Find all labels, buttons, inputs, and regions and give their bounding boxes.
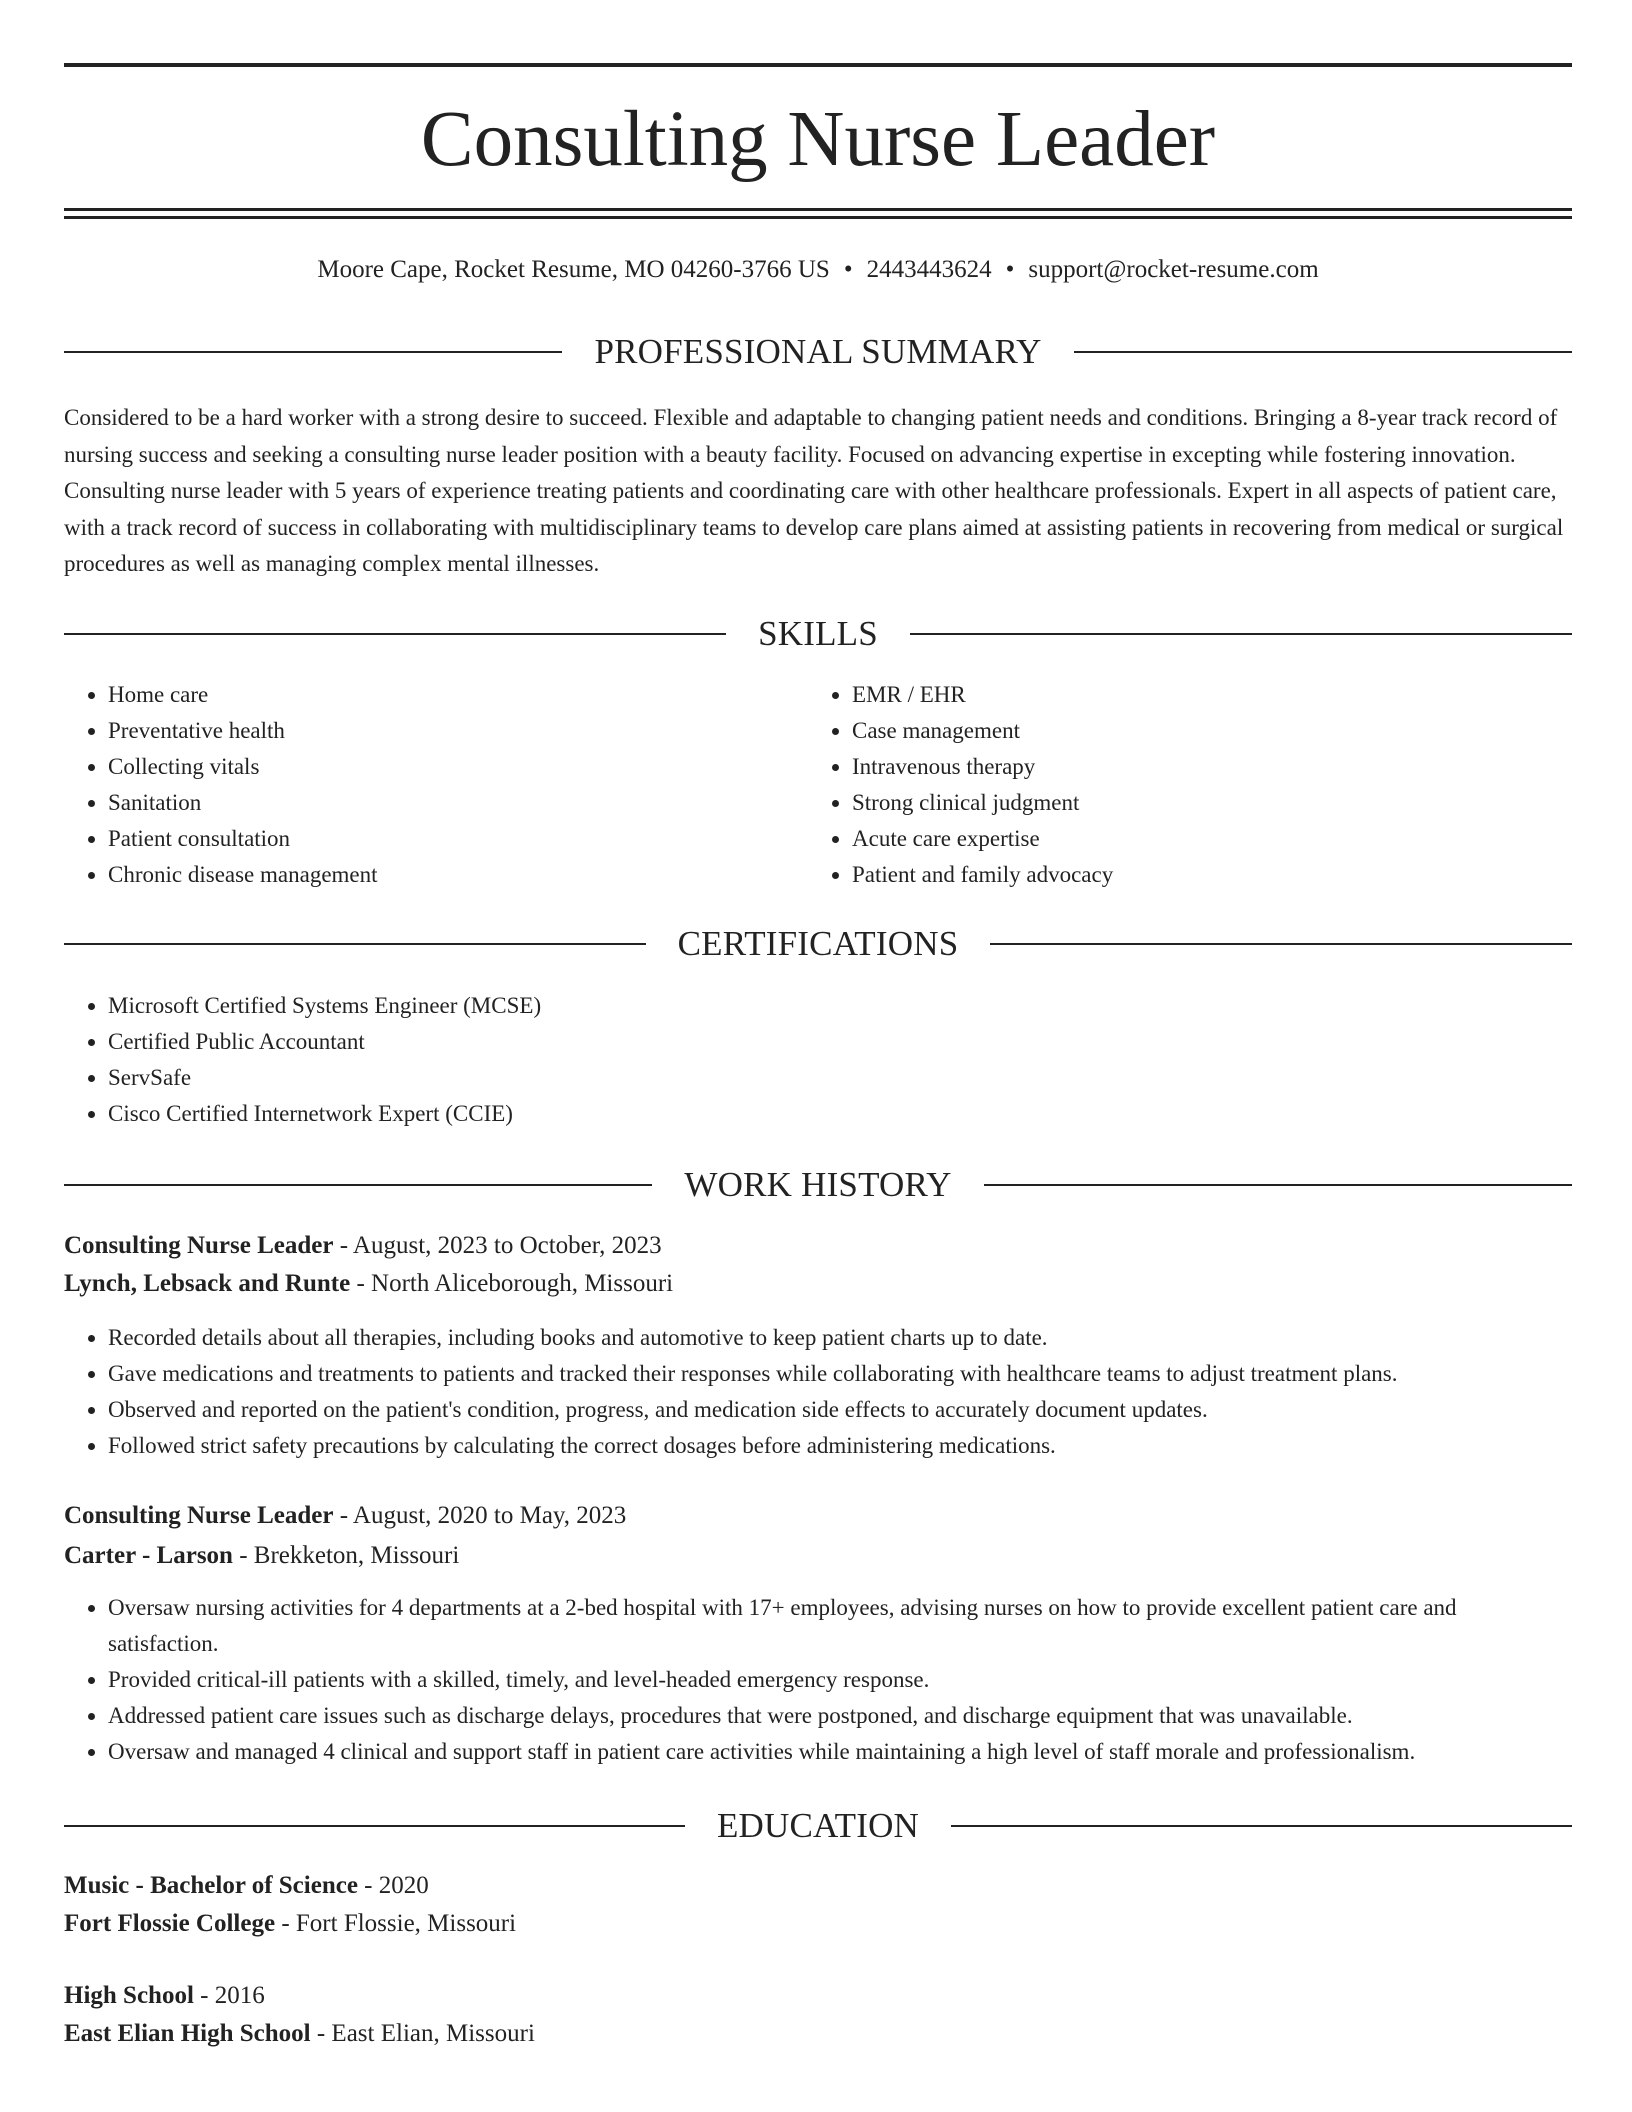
job-role: Consulting Nurse Leader [64, 1502, 334, 1529]
duty-item: • Followed strict safety precautions by calculating the correct dosages before administering medications. [108, 1428, 1572, 1464]
skill-item: • Patient consultation [108, 821, 804, 857]
work-history-title: WORK HISTORY [684, 1165, 952, 1204]
education-degree: High School [64, 1982, 194, 2009]
education-school-line [64, 1905, 1572, 1943]
top-rule [64, 63, 1572, 67]
education-year: - 2020 [357, 1872, 429, 1899]
duty-item: • Recorded details about all therapies, including books and automotive to keep patient charts up to date. [108, 1320, 1572, 1356]
skill-item: • EMR / EHR [852, 677, 1568, 713]
skills-heading [64, 612, 1572, 656]
job-title-line [64, 1227, 1572, 1265]
education-degree-line [64, 1977, 1572, 2015]
job-dates: - August, 2020 to May, 2023 [333, 1502, 627, 1529]
job-duties [64, 1590, 1572, 1770]
skill-item: • Chronic disease management [108, 857, 804, 893]
job-company-line [64, 1537, 1572, 1575]
heading-rule [990, 943, 1572, 945]
contact-email: support@rocket-resume.com [1028, 256, 1319, 283]
job-company: Carter - Larson [64, 1542, 233, 1569]
heading-rule [1074, 351, 1572, 353]
education-degree: Music - Bachelor of Science [64, 1872, 358, 1899]
certification-item: • Cisco Certified Internetwork Expert (CCIE) [108, 1096, 1572, 1132]
certifications-list [64, 988, 1572, 1132]
heading-rule [984, 1184, 1572, 1186]
duty-item: • Oversaw and managed 4 clinical and support staff in patient care activities while maintaining a high level of staff morale and professionalism. [108, 1734, 1572, 1770]
education-school: Fort Flossie College [64, 1910, 276, 1937]
heading-rule [64, 943, 646, 945]
duty-item: • Gave medications and treatments to patients and tracked their responses while collaborating with healthcare teams to adjust treatment plans. [108, 1356, 1572, 1392]
duty-item: • Provided critical-ill patients with a skilled, timely, and level-headed emergency response. [108, 1662, 1572, 1698]
work-history-heading [64, 1163, 1572, 1207]
summary-heading [64, 330, 1572, 374]
certifications-title: CERTIFICATIONS [677, 924, 959, 963]
certification-item: • Certified Public Accountant [108, 1024, 1572, 1060]
duty-item: • Oversaw nursing activities for 4 departments at a 2-bed hospital with 17+ employees, advising nurses on how to provide excellent patient care and satisfaction. [108, 1590, 1572, 1662]
summary-title: PROFESSIONAL SUMMARY [594, 332, 1042, 371]
skill-item: • Acute care expertise [852, 821, 1568, 857]
heading-rule [64, 633, 726, 635]
education-school: East Elian High School [64, 2020, 311, 2047]
skill-item: • Patient and family advocacy [852, 857, 1568, 893]
contact-line [64, 254, 1572, 286]
heading-rule [64, 1825, 685, 1827]
skill-item: • Sanitation [108, 785, 804, 821]
duty-item: • Observed and reported on the patient's condition, progress, and medication side effects to accurately document updates. [108, 1392, 1572, 1428]
job-dates: - August, 2023 to October, 2023 [333, 1232, 662, 1259]
job-location: - Brekketon, Missouri [232, 1542, 460, 1569]
heading-rule [64, 1184, 652, 1186]
duty-item: • Addressed patient care issues such as discharge delays, procedures that were postponed, and discharge equipment that was unavailable. [108, 1698, 1572, 1734]
education-year: - 2016 [193, 1982, 265, 2009]
header-rule-upper [64, 208, 1572, 211]
education-location: - East Elian, Missouri [310, 2020, 535, 2047]
education-school-line [64, 2015, 1572, 2053]
skill-item: • Intravenous therapy [852, 749, 1568, 785]
education-title: EDUCATION [716, 1806, 920, 1845]
skills-title: SKILLS [758, 614, 878, 653]
certification-item: • Microsoft Certified Systems Engineer (MCSE) [108, 988, 1572, 1024]
summary-text: Considered to be a hard worker with a strong desire to succeed. Flexible and adaptable to changing patient needs and conditions. Bringing a 8-year track record of nursing success and seeking a consulting nurse leader position with a beauty facility. Focused on advancing expertise in excepting while fostering innovation. Consulting nurse leader with 5 years of experience treating patients and coordinating care with other healthcare professionals. Expert in all aspects of patient care, with a track record of success in collaborating with multidisciplinary teams to develop care plans aimed at assisting patients in recovering from medical or surgical procedures as well as managing complex mental illnesses. [64, 405, 1564, 577]
skills-column-left [64, 677, 804, 893]
job-title-line [64, 1497, 1572, 1535]
heading-rule [910, 633, 1572, 635]
heading-rule [951, 1825, 1572, 1827]
job-duties [64, 1320, 1572, 1464]
job-location: - North Aliceborough, Missouri [350, 1270, 674, 1297]
education-heading [64, 1804, 1572, 1848]
job-role: Consulting Nurse Leader [64, 1232, 334, 1259]
job-company: Lynch, Lebsack and Runte [64, 1270, 351, 1297]
certifications-heading [64, 922, 1572, 966]
skill-item: • Home care [108, 677, 804, 713]
contact-phone: 2443443624 [866, 256, 992, 283]
header-rule-lower [64, 216, 1572, 219]
heading-rule [64, 351, 562, 353]
contact-separator: • [843, 256, 853, 283]
skill-item: • Case management [852, 713, 1568, 749]
education-degree-line [64, 1867, 1572, 1905]
contact-separator: • [1005, 256, 1015, 283]
skill-item: • Preventative health [108, 713, 804, 749]
skill-item: • Collecting vitals [108, 749, 804, 785]
job-company-line [64, 1265, 1572, 1303]
candidate-name: Consulting Nurse Leader [420, 96, 1216, 183]
education-location: - Fort Flossie, Missouri [275, 1910, 517, 1937]
skills-column-right [808, 677, 1568, 893]
skill-item: • Strong clinical judgment [852, 785, 1568, 821]
certification-item: • ServSafe [108, 1060, 1572, 1096]
contact-address: Moore Cape, Rocket Resume, MO 04260-3766 US [317, 256, 830, 283]
